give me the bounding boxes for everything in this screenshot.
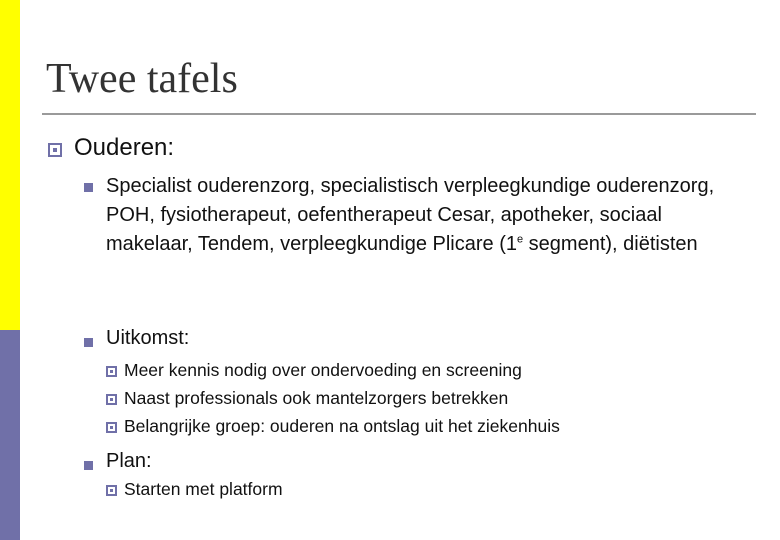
sub-bullet [118,360,522,381]
square-bullet-icon [48,143,62,157]
filled-square-bullet-icon [84,338,93,347]
square-bullet-icon [106,394,117,405]
title-divider [42,113,756,115]
filled-square-bullet-icon [84,183,93,192]
bullet-uitkomst [84,327,189,350]
bullet-label: Ouderen: [74,134,175,161]
bullet-text-part1: Specialist ouderenzorg, specialistisch verpleegkundige ouderenzorg, POH, fysiotherapeut, oefentherapeut Cesar, apotheker, sociaal makelaar, Tendem, verpleegkundige Plicare (1 [106,175,715,255]
slide-title: Twee tafels [46,56,238,102]
superscript: e [516,233,524,246]
bullet-text-part2: segment), diëtisten [523,233,698,255]
sub-bullet [118,388,508,409]
accent-bar-yellow [0,0,20,330]
square-bullet-icon [106,422,117,433]
sub-bullet-label: Naast professionals ook mantelzorgers betrekken [124,388,509,408]
accent-bar-purple [0,330,20,540]
bullet-ouderen [48,134,174,162]
sub-bullet [118,416,560,437]
sub-bullet [118,479,283,500]
bullet-plan [84,450,152,473]
sub-bullet-label: Starten met platform [124,479,283,499]
bullet-label: Plan: [106,450,152,472]
square-bullet-icon [106,485,117,496]
bullet-label: Uitkomst: [106,327,190,349]
square-bullet-icon [106,366,117,377]
sub-bullet-label: Meer kennis nodig over ondervoeding en screening [124,360,522,380]
bullet-specialists [84,172,744,259]
bullet-label [106,172,744,259]
sub-bullet-label: Belangrijke groep: ouderen na ontslag uit het ziekenhuis [124,416,560,436]
filled-square-bullet-icon [84,461,93,470]
